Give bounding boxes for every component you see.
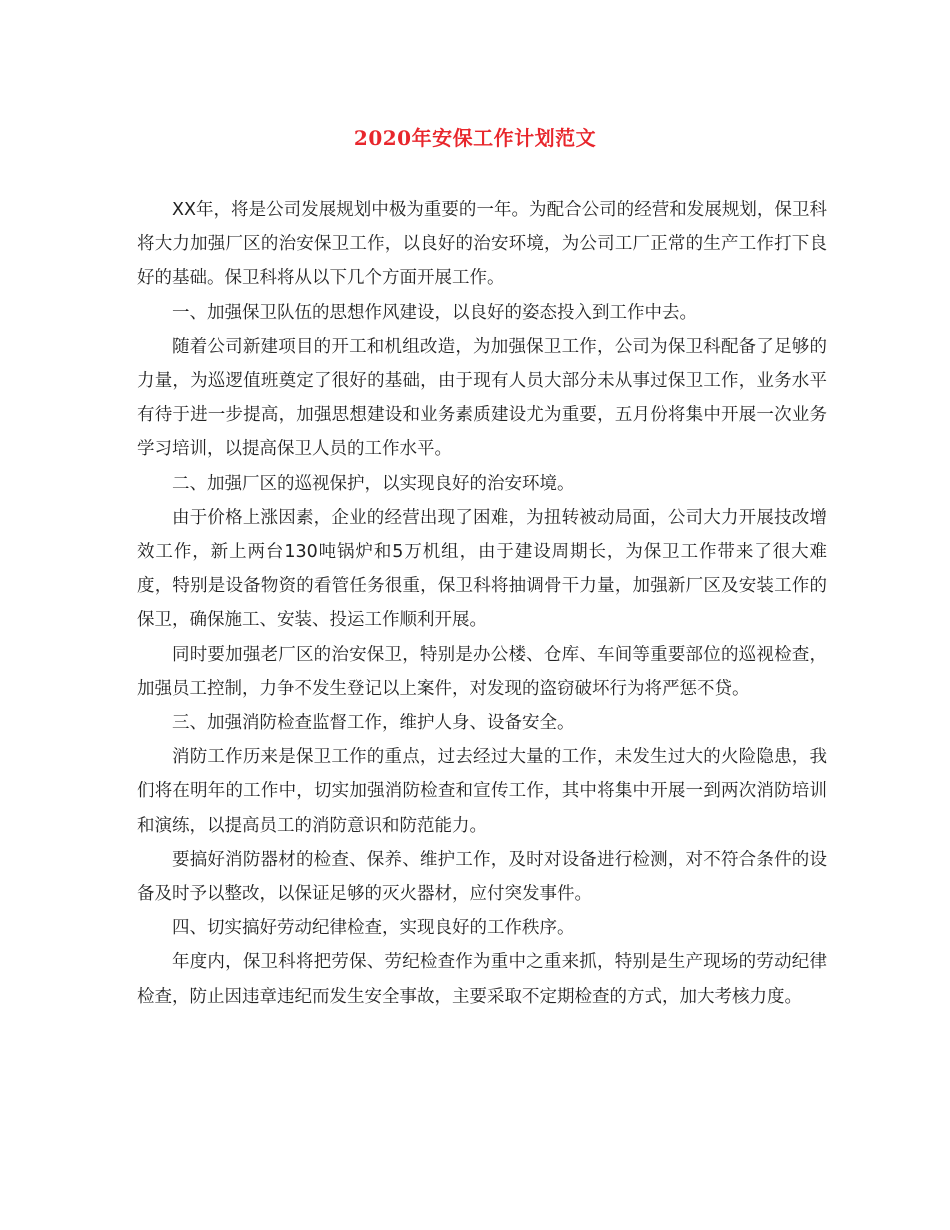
paragraph: 要搞好消防器材的检查、保养、维护工作，及时对设备进行检测，对不符合条件的设备及时予以整改，以保证足够的灭火器材，应付突发事件。 (137, 849, 827, 905)
document-body (137, 193, 827, 1014)
paragraph: 年度内，保卫科将把劳保、劳纪检查作为重中之重来抓，特别是生产现场的劳动纪律检查，防止因违章违纪而发生安全事故，主要采取不定期检查的方式，加大考核力度。 (137, 952, 827, 1007)
section-heading-2: 二、加强厂区的巡视保护，以实现良好的治安环境。 (172, 473, 575, 494)
paragraph: 消防工作历来是保卫工作的重点，过去经过大量的工作，未发生过大的火险隐患，我们将在明年的工作中，切实加强消防检查和宣传工作，其中将集中开展一到两次消防培训和演练，以提高员工的消防意识和防范能力。 (137, 747, 827, 836)
section-heading-1: 一、加强保卫队伍的思想作风建设，以良好的姿态投入到工作中去。 (172, 302, 697, 323)
document-title: 2020年安保工作计划范文 (353, 126, 597, 150)
section-heading-4: 四、切实搞好劳动纪律检查，实现良好的工作秩序。 (172, 918, 575, 939)
paragraph: 随着公司新建项目的开工和机组改造，为加强保卫工作，公司为保卫科配备了足够的力量，为巡逻值班奠定了很好的基础，由于现有人员大部分未从事过保卫工作，业务水平有待于进一步提高，加强思想建设和业务素质建设尤为重要，五月份将集中开展一次业务学习培训，以提高保卫人员的工作水平。 (137, 336, 827, 460)
paragraph: 同时要加强老厂区的治安保卫，特别是办公楼、仓库、车间等重要部位的巡视检查，加强员工控制，力争不发生登记以上案件，对发现的盗窃破坏行为将严惩不贷。 (137, 644, 827, 699)
paragraph: 由于价格上涨因素，企业的经营出现了困难，为扭转被动局面，公司大力开展技改增效工作，新上两台130吨锅炉和5万机组，由于建设周期长，为保卫工作带来了很大难度，特别是设备物资的看管任务很重，保卫科将抽调骨干力量，加强新厂区及安装工作的保卫，确保施工、安装、投运工作顺利开展。 (137, 507, 827, 631)
paragraph-intro: XX年，将是公司发展规划中极为重要的一年。为配合公司的经营和发展规划，保卫科将大力加强厂区的治安保卫工作，以良好的治安环境，为公司工厂正常的生产工作打下良好的基础。保卫科将从以下几个方面开展工作。 (137, 200, 827, 289)
section-heading-3: 三、加强消防检查监督工作，维护人身、设备安全。 (172, 713, 575, 734)
